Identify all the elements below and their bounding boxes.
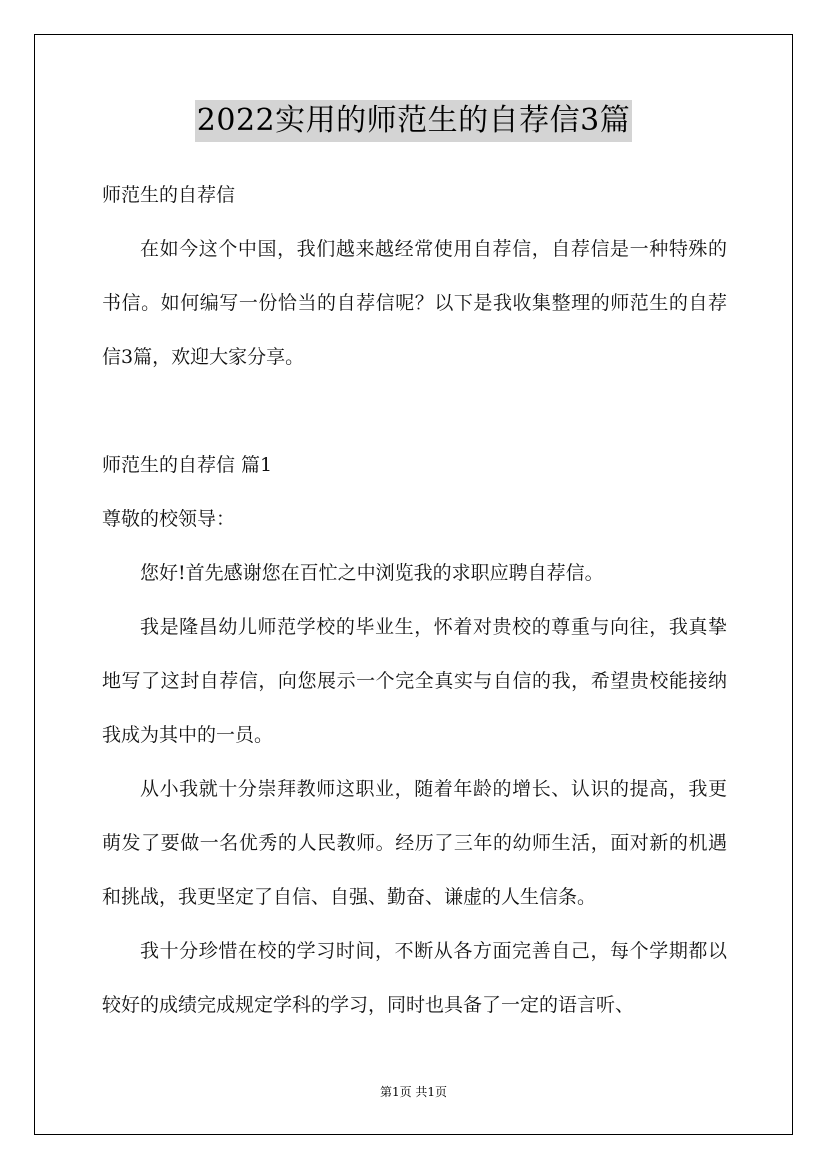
intro-paragraph: 在如今这个中国，我们越来越经常使用自荐信，自荐信是一种特殊的书信。如何编写一份恰当的自荐信呢？以下是我收集整理的师范生的自荐信3篇，欢迎大家分享。 bbox=[102, 238, 727, 368]
body-paragraph: 我十分珍惜在校的学习时间，不断从各方面完善自己，每个学期都以较好的成绩完成规定学科的学习，同时也具备了一定的语言听、 bbox=[102, 940, 727, 1016]
paragraph-spacer bbox=[102, 384, 727, 438]
document-body bbox=[102, 168, 727, 1032]
body-paragraph: 您好!首先感谢您在百忙之中浏览我的求职应聘自荐信。 bbox=[140, 562, 604, 584]
section-heading: 师范生的自荐信 bbox=[102, 184, 236, 206]
body-paragraph: 我是隆昌幼儿师范学校的毕业生，怀着对贵校的尊重与向往，我真挚地写了这封自荐信，向您展示一个完全真实与自信的我，希望贵校能接纳我成为其中的一员。 bbox=[102, 616, 727, 746]
title-container bbox=[0, 100, 827, 142]
body-paragraph: 从小我就十分崇拜教师这职业，随着年龄的增长、认识的提高，我更萌发了要做一名优秀的人民教师。经历了三年的幼师生活，面对新的机遇和挑战，我更坚定了自信、自强、勤奋、谦虚的人生信条。 bbox=[102, 778, 727, 908]
salutation: 尊敬的校领导： bbox=[102, 508, 236, 530]
document-title: 2022实用的师范生的自荐信3篇 bbox=[195, 100, 632, 142]
page-footer: 第1页 共1页 bbox=[379, 1085, 448, 1099]
letter-heading: 师范生的自荐信 篇1 bbox=[102, 454, 273, 476]
